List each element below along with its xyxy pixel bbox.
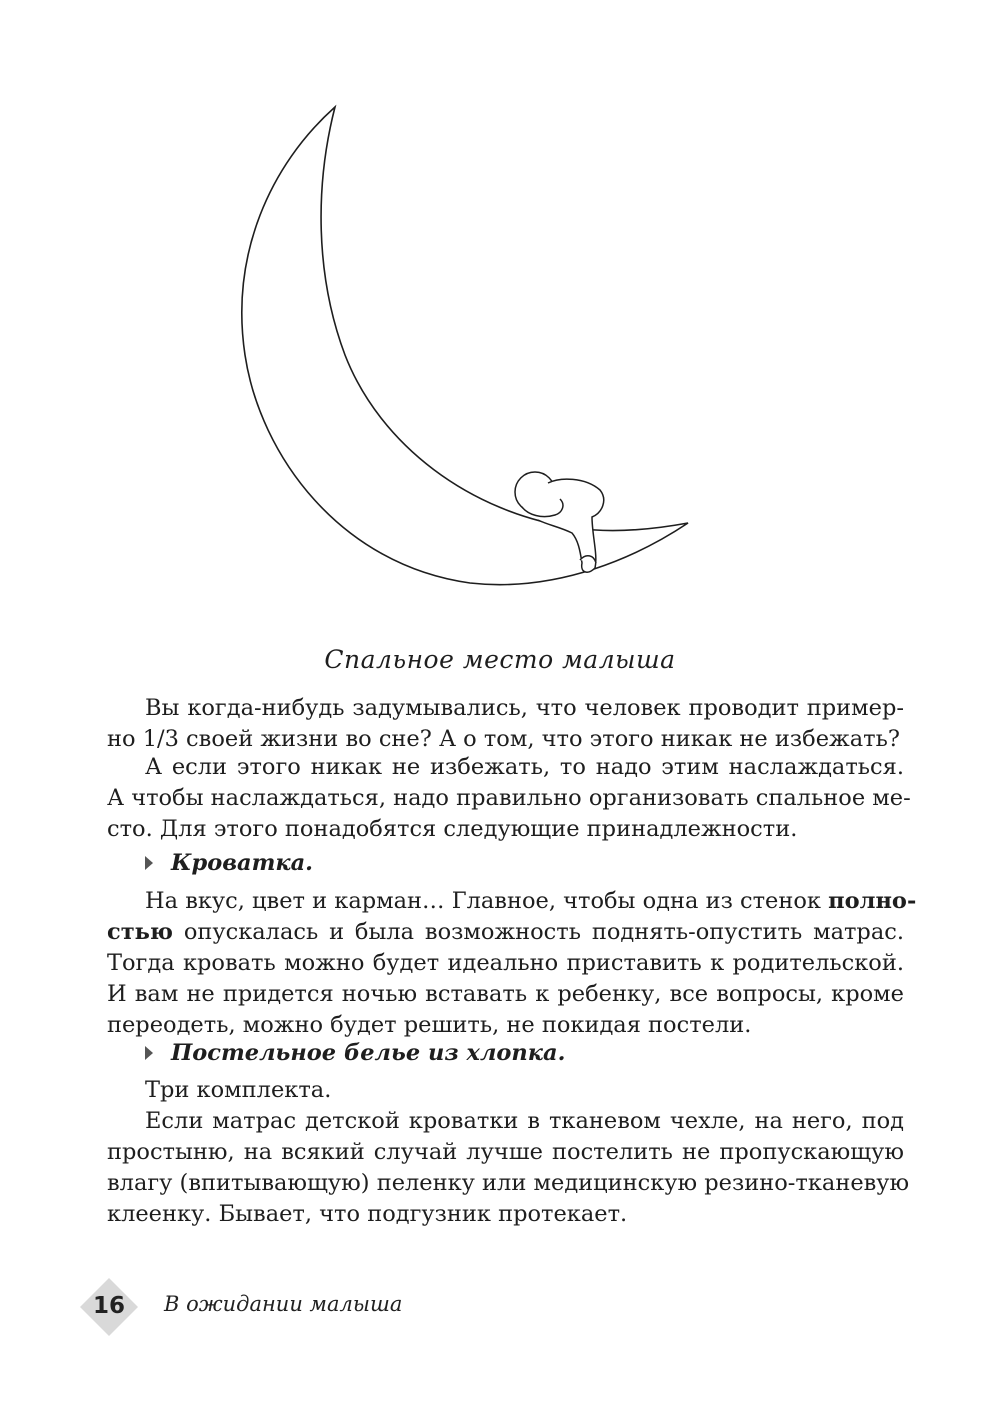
triangle-bullet-icon xyxy=(145,856,153,870)
text-line: переодеть, можно будет решить, не покидая постели. xyxy=(107,1012,752,1038)
text-line xyxy=(107,886,917,917)
bullet-item-bedding xyxy=(145,1040,565,1066)
crescent-moon-shape xyxy=(242,107,688,585)
text-line: Если матрас детской кроватки в тканевом чехле, на него, под xyxy=(145,1108,904,1134)
paragraph-three-sets xyxy=(107,1075,904,1106)
bold-fragment: полно- xyxy=(828,888,917,914)
bold-fragment: стью xyxy=(107,919,173,945)
text-line: простыню, на всякий случай лучше постелить не пропускающую xyxy=(107,1139,904,1165)
text-line: Три комплекта. xyxy=(145,1077,332,1103)
bullet-label: Кроватка. xyxy=(171,850,314,876)
paragraph-intro xyxy=(107,693,904,755)
text-line xyxy=(107,917,904,948)
text-line: Вы когда-нибудь задумывались, что человек проводит пример- xyxy=(145,695,904,721)
text-line: сто. Для этого понадобятся следующие принадлежности. xyxy=(107,816,798,842)
sleeping-baby-figure xyxy=(515,472,604,572)
text-line: влагу (впитывающую) пеленку или медицинскую резино-тканевую xyxy=(107,1170,910,1196)
running-title: В ожидании малыша xyxy=(164,1292,403,1316)
text-line: Тогда кровать можно будет идеально приставить к родительской. xyxy=(107,950,904,976)
text-line: И вам не придется ночью вставать к ребенку, все вопросы, кроме xyxy=(107,981,904,1007)
text-line: А чтобы наслаждаться, надо правильно организовать спальное ме- xyxy=(107,785,911,811)
bullet-label: Постельное белье из хлопка. xyxy=(171,1040,566,1066)
section-title: Спальное место малыша xyxy=(324,645,676,674)
text-line: но 1/3 своей жизни во сне? А о том, что этого никак не избежать? xyxy=(107,726,900,752)
text-line: А если этого никак не избежать, то надо этим наслаждаться. xyxy=(145,754,904,780)
page-number: 16 xyxy=(92,1293,125,1319)
paragraph-sleeping-place xyxy=(107,752,911,845)
text-fragment: На вкус, цвет и карман… Главное, чтобы одна из стенок xyxy=(145,888,829,914)
bullet-item-crib xyxy=(145,850,313,876)
text-line: клеенку. Бывает, что подгузник протекает. xyxy=(107,1201,628,1227)
text-fragment: опускалась и была возможность поднять-опустить матрас. xyxy=(172,919,904,945)
paragraph-mattress xyxy=(107,1106,910,1230)
triangle-bullet-icon xyxy=(145,1046,153,1060)
paragraph-crib xyxy=(107,886,917,1041)
moon-illustration xyxy=(230,95,700,595)
